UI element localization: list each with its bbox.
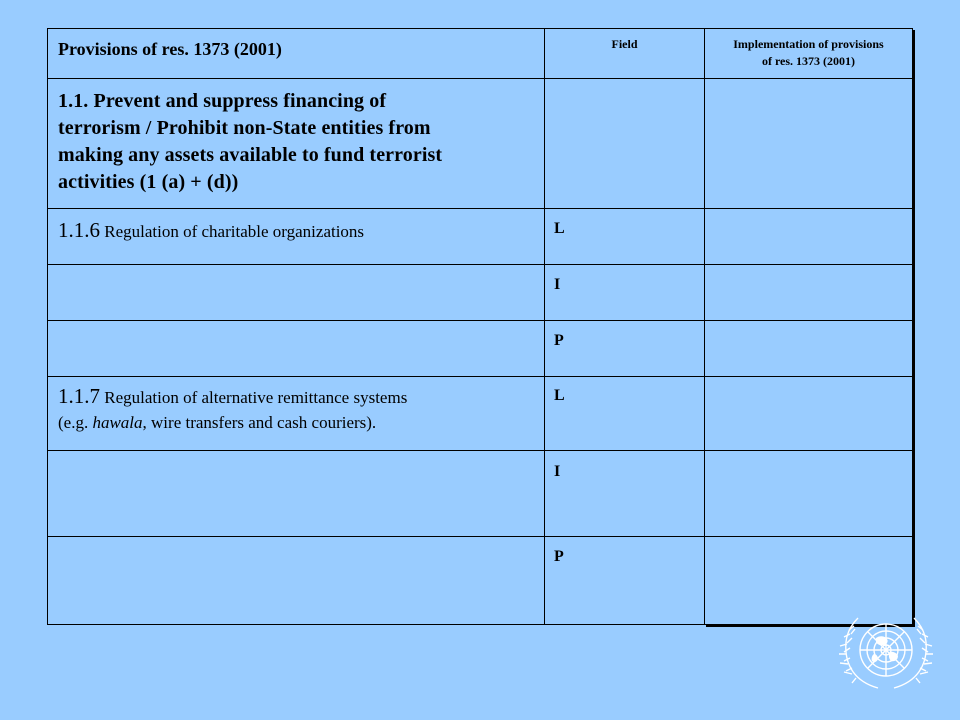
- provision-1-1-7-text-post: , wire transfers and cash couriers).: [142, 413, 377, 433]
- field-cell: P: [554, 548, 564, 565]
- section-heading-line4: activities (1 (a) + (d)): [58, 171, 239, 193]
- provision-1-1-7-number: 1.1.7: [58, 384, 100, 408]
- un-emblem-icon: [838, 612, 934, 692]
- header-implementation-line2: of res. 1373 (2001): [761, 54, 856, 69]
- provision-1-1-7-text-line1: Regulation of alternative remittance systems: [100, 388, 408, 407]
- section-heading-1-1: [58, 88, 538, 196]
- section-heading-line1: 1.1. Prevent and suppress financing of: [58, 90, 387, 112]
- header-implementation-line1: Implementation of provisions: [733, 37, 884, 51]
- field-cell: I: [554, 463, 561, 480]
- section-heading-line2: terrorism / Prohibit non-State entities from: [58, 117, 431, 139]
- header-provisions: Provisions of res. 1373 (2001): [58, 39, 282, 59]
- header-implementation: [705, 36, 912, 71]
- field-cell: L: [554, 220, 565, 237]
- provision-1-1-7-text-pre: (e.g.: [58, 413, 93, 433]
- field-cell: P: [554, 332, 564, 349]
- provision-1-1-6-text: Regulation of charitable organizations: [100, 222, 365, 241]
- provision-1-1-6: [58, 216, 538, 245]
- field-cell: I: [554, 276, 561, 293]
- provision-1-1-6-number: 1.1.6: [58, 218, 100, 242]
- section-heading-line3: making any assets available to fund terrorist: [58, 144, 443, 166]
- header-field: Field: [611, 37, 638, 51]
- provision-1-1-7-text-em: hawala: [92, 413, 143, 433]
- provision-1-1-7: [58, 382, 538, 435]
- field-cell: L: [554, 387, 565, 404]
